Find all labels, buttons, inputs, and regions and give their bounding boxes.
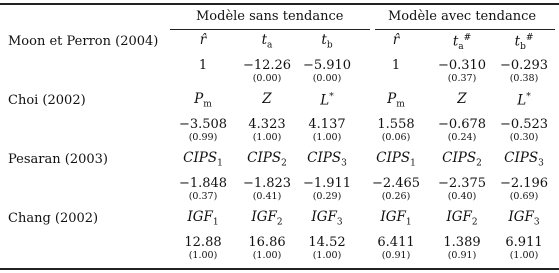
statistic-base: r̂ <box>392 32 400 48</box>
statistic-subscript: a <box>458 42 464 53</box>
row-label: Moon et Perron (2004) <box>8 34 159 49</box>
p-value: (0.37) <box>447 73 477 84</box>
statistic-subscript: 2 <box>471 217 478 228</box>
statistic-symbol <box>194 93 212 110</box>
statistic-symbol <box>187 211 218 228</box>
statistic-value: −1.823 <box>242 176 292 191</box>
p-value: (1.00) <box>509 250 539 261</box>
statistic-base: IGF <box>187 209 213 225</box>
statistic-value: 6.411 <box>377 235 415 250</box>
p-value: (0.91) <box>447 250 477 261</box>
statistic-value: 1 <box>391 58 401 73</box>
statistic-symbol <box>387 93 405 110</box>
statistic-symbol <box>457 93 466 107</box>
p-value: (1.00) <box>312 132 342 143</box>
p-value: (0.00) <box>252 73 282 84</box>
statistic-value: −2.465 <box>371 176 421 191</box>
statistic-value: −3.508 <box>178 117 228 132</box>
statistic-value: 6.911 <box>505 235 543 250</box>
statistic-superscript: # <box>463 33 472 43</box>
statistic-value: −12.26 <box>242 58 292 73</box>
statistic-symbol <box>183 152 223 169</box>
statistic-subscript: a <box>267 40 273 51</box>
statistic-subscript: b <box>520 42 526 53</box>
bottom-rule <box>0 268 559 270</box>
statistic-base: CIPS <box>247 150 282 166</box>
statistic-symbol <box>307 152 347 169</box>
p-value: (1.00) <box>188 250 218 261</box>
p-value: (0.37) <box>188 191 218 202</box>
statistic-subscript: 2 <box>276 217 283 228</box>
statistic-symbol <box>504 152 544 169</box>
statistic-subscript: 2 <box>281 158 287 169</box>
statistic-value: 4.137 <box>308 117 346 132</box>
statistic-symbol <box>311 211 342 228</box>
statistic-base: r̂ <box>199 32 207 48</box>
p-value: (0.29) <box>312 191 342 202</box>
statistic-subscript: 1 <box>405 217 412 228</box>
p-value: (0.26) <box>381 191 411 202</box>
p-value: (1.00) <box>252 132 282 143</box>
statistic-value: 1.558 <box>377 117 415 132</box>
statistic-value: −0.523 <box>499 117 549 132</box>
statistic-superscript: * <box>526 92 531 102</box>
row-label: Choi (2002) <box>8 93 86 108</box>
statistic-base: t <box>261 32 268 48</box>
statistic-subscript: 3 <box>538 158 544 169</box>
statistic-symbol <box>247 152 287 169</box>
statistic-symbol <box>442 152 482 169</box>
statistic-symbol <box>251 211 282 228</box>
statistic-base: IGF <box>446 209 472 225</box>
statistic-base: CIPS <box>307 150 342 166</box>
statistic-base: CIPS <box>376 150 411 166</box>
statistic-subscript: 2 <box>476 158 482 169</box>
statistic-symbol <box>380 211 411 228</box>
statistic-base: P <box>387 91 397 107</box>
p-value: (1.00) <box>312 250 342 261</box>
statistic-value: −5.910 <box>302 58 352 73</box>
statistic-base: IGF <box>251 209 277 225</box>
statistic-symbol <box>262 34 273 51</box>
statistic-symbol <box>262 93 271 107</box>
statistic-symbol <box>453 34 471 52</box>
statistic-subscript: m <box>396 99 405 110</box>
statistic-value: −1.911 <box>302 176 352 191</box>
statistic-base: P <box>194 91 204 107</box>
statistic-subscript: 3 <box>533 217 540 228</box>
statistic-base: Z <box>457 91 467 107</box>
statistic-base: t <box>452 33 459 50</box>
statistic-value: −0.310 <box>437 58 487 73</box>
statistic-base: CIPS <box>442 150 477 166</box>
statistic-value: 1.389 <box>443 235 481 250</box>
statistic-value: −2.375 <box>437 176 487 191</box>
statistic-symbol <box>321 34 332 51</box>
statistic-symbol <box>446 211 477 228</box>
p-value: (0.38) <box>509 73 539 84</box>
statistic-symbol <box>320 93 333 108</box>
statistic-symbol <box>508 211 539 228</box>
group-rule-trend <box>375 29 555 30</box>
header-group-no-trend: Modèle sans tendance <box>196 9 344 24</box>
statistic-base: t <box>321 32 327 48</box>
statistic-subscript: 3 <box>336 217 343 228</box>
statistic-value: −0.293 <box>499 58 549 73</box>
statistic-base: L <box>320 92 330 109</box>
statistic-subscript: m <box>203 99 212 110</box>
p-value: (0.69) <box>509 191 539 202</box>
p-value: (0.99) <box>188 132 218 143</box>
statistic-base: IGF <box>311 209 337 225</box>
p-value: (0.41) <box>252 191 282 202</box>
row-label: Pesaran (2003) <box>8 152 108 167</box>
p-value: (0.00) <box>312 73 342 84</box>
p-value: (0.24) <box>447 132 477 143</box>
row-label: Chang (2002) <box>8 211 99 226</box>
statistic-value: −2.196 <box>499 176 549 191</box>
statistic-subscript: 1 <box>212 217 219 228</box>
statistic-base: Z <box>262 91 272 107</box>
header-group-trend: Modèle avec tendance <box>388 9 537 24</box>
statistic-subscript: 1 <box>410 158 416 169</box>
statistic-value: −0.678 <box>437 117 487 132</box>
p-value: (1.00) <box>252 250 282 261</box>
statistic-value: −1.848 <box>178 176 228 191</box>
statistic-subscript: 3 <box>341 158 347 169</box>
statistic-base: IGF <box>508 209 534 225</box>
statistic-symbol <box>515 34 534 52</box>
statistic-value: 4.323 <box>248 117 286 132</box>
p-value: (0.06) <box>381 132 411 143</box>
statistic-base: CIPS <box>504 150 539 166</box>
statistic-subscript: b <box>326 40 333 51</box>
statistic-base: IGF <box>380 209 406 225</box>
p-value: (0.91) <box>381 250 411 261</box>
p-value: (0.40) <box>447 191 477 202</box>
statistic-value: 1 <box>198 58 208 73</box>
statistic-value: 14.52 <box>308 235 346 250</box>
statistic-value: 16.86 <box>248 235 286 250</box>
statistic-subscript: 1 <box>217 158 223 169</box>
statistic-value: 12.88 <box>184 235 222 250</box>
statistic-base: t <box>514 33 521 50</box>
top-rule <box>0 3 559 5</box>
statistic-superscript: * <box>329 92 334 102</box>
statistic-symbol <box>200 34 206 48</box>
group-rule-no-trend <box>170 29 370 30</box>
statistic-superscript: # <box>525 33 534 43</box>
statistic-base: L <box>517 92 527 109</box>
statistic-symbol <box>376 152 416 169</box>
statistic-symbol <box>393 34 399 48</box>
statistic-symbol <box>517 93 530 108</box>
statistic-base: CIPS <box>183 150 218 166</box>
p-value: (0.30) <box>509 132 539 143</box>
